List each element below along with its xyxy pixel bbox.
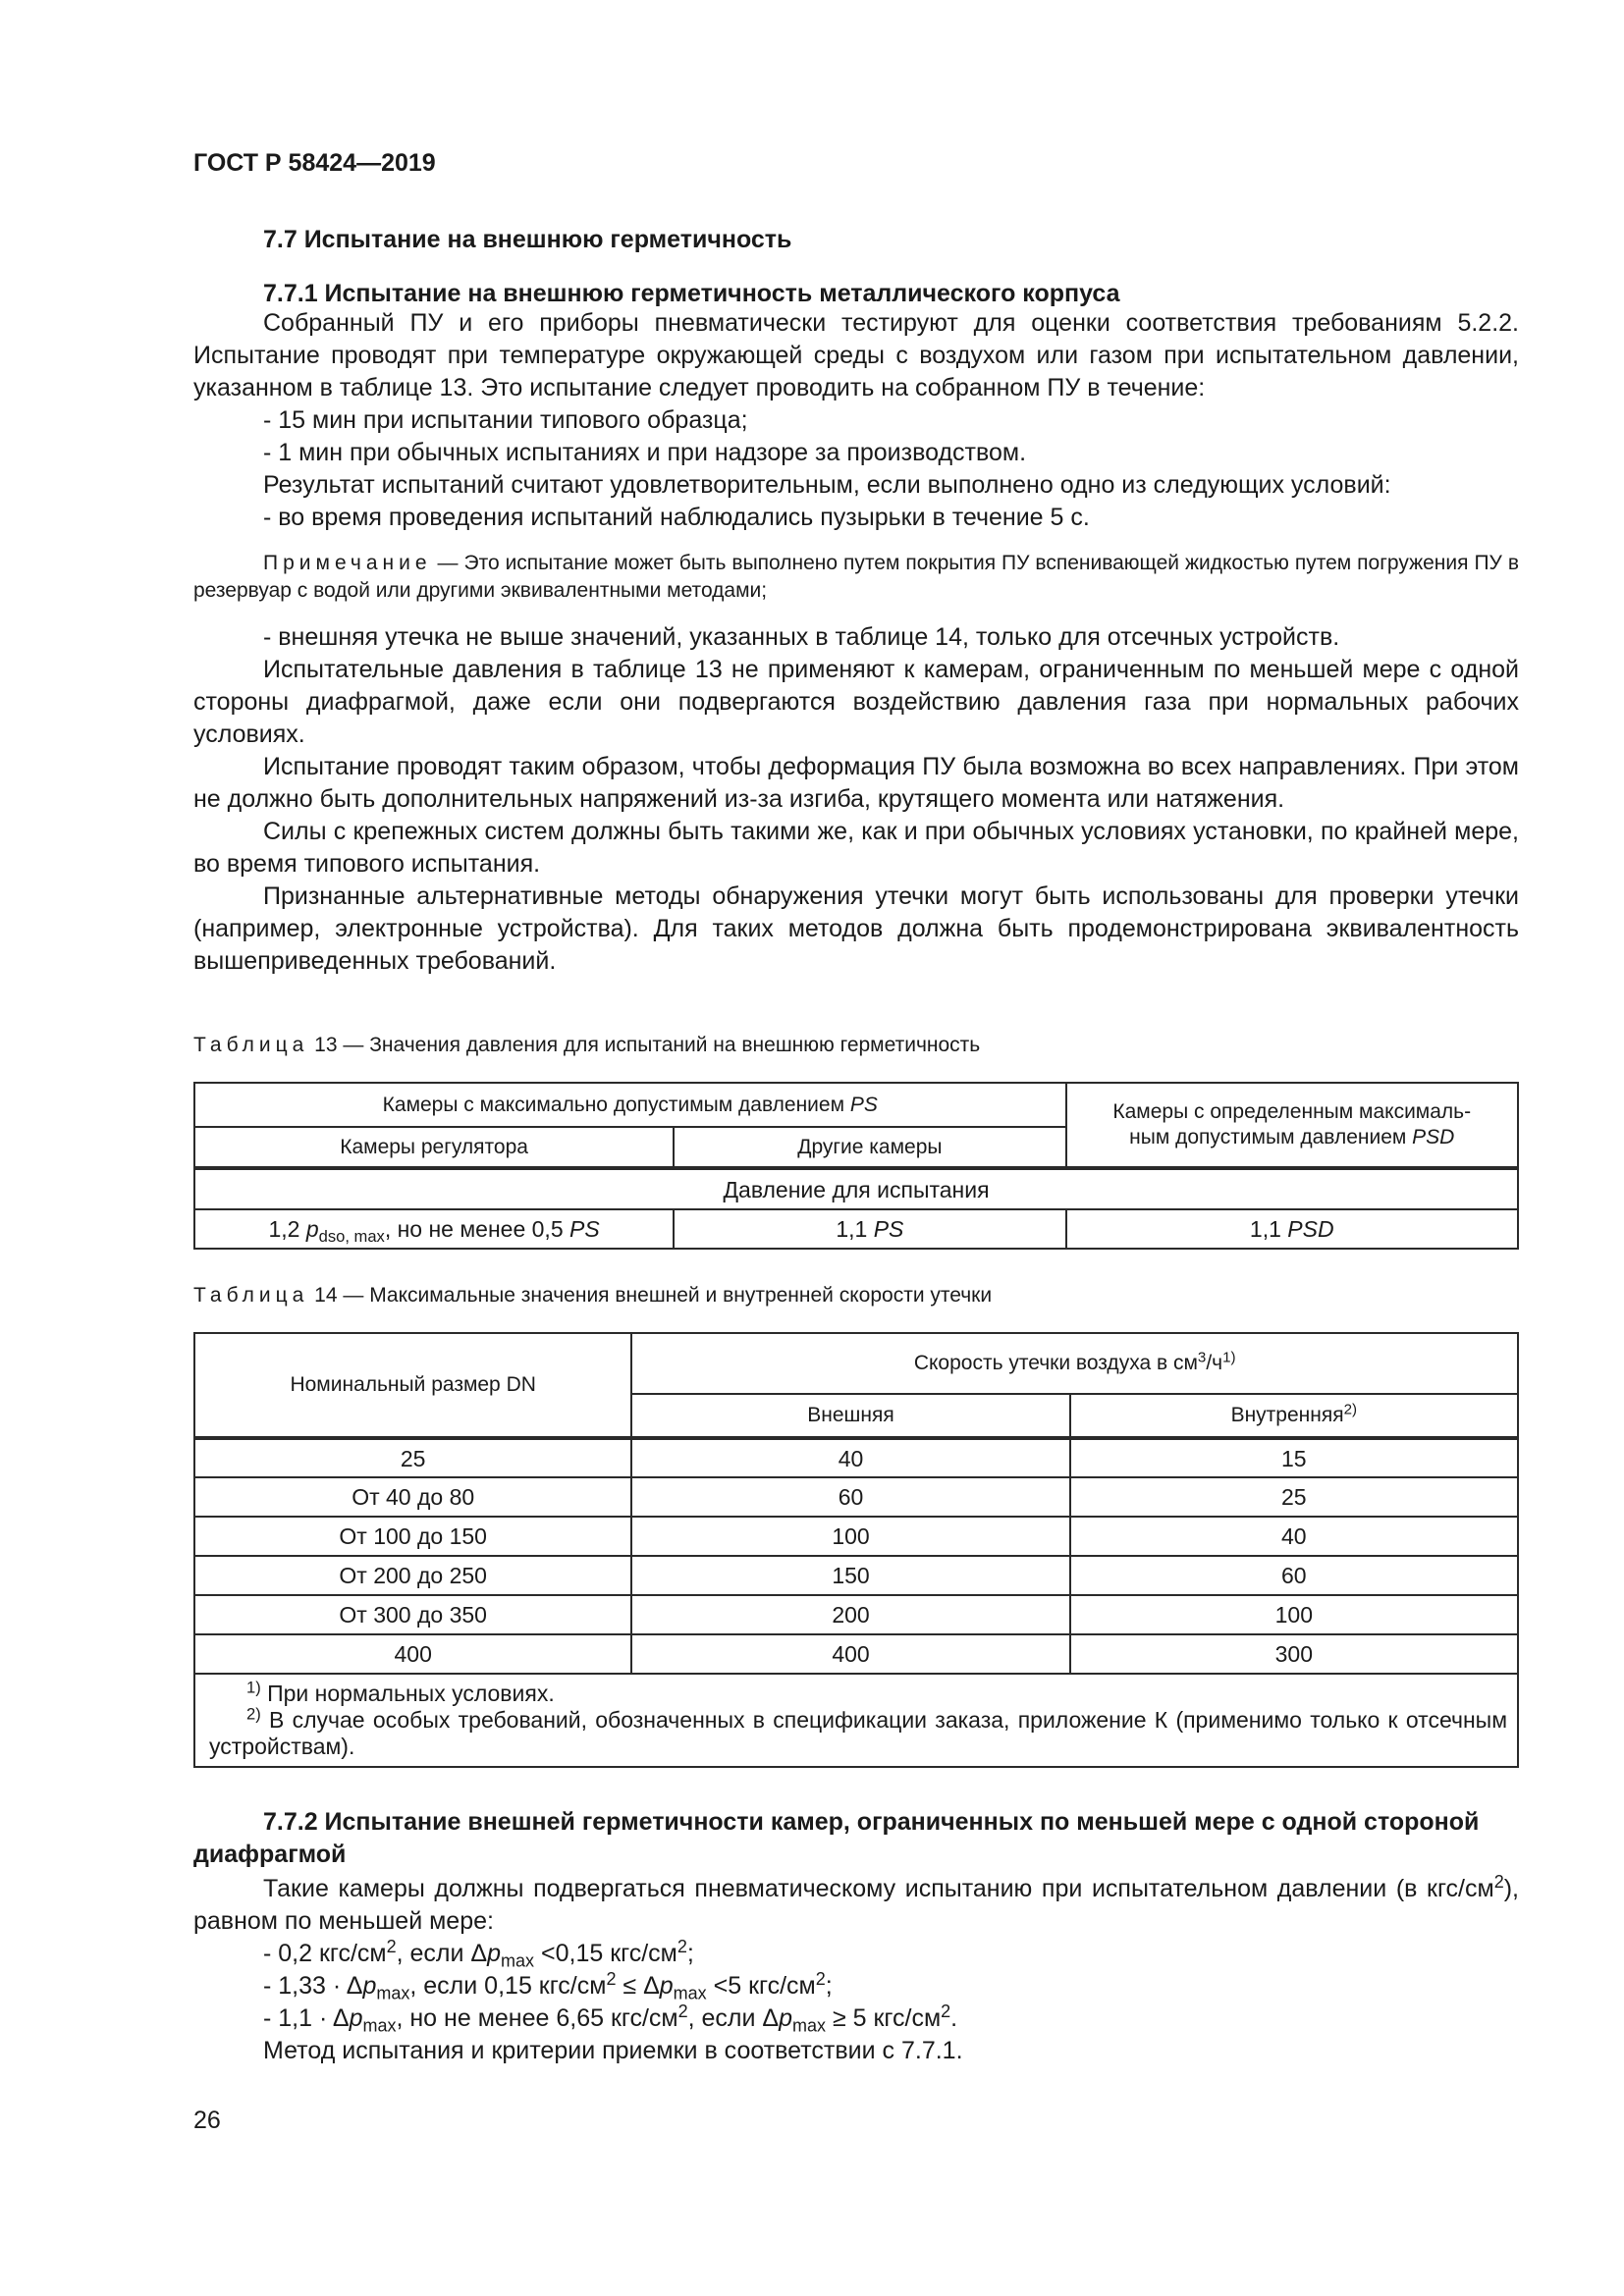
table-cell-dn: От 40 до 80 — [194, 1477, 631, 1517]
table-footnote-row — [194, 1674, 1518, 1767]
table-cell-int: 60 — [1070, 1556, 1518, 1595]
section-title-7-7: 7.7 Испытание на внешнюю герметичность — [263, 226, 792, 253]
section-7-7-2-body — [193, 1873, 1519, 2067]
header-cell-external: Внешняя — [631, 1394, 1069, 1438]
table-cell-ext: 40 — [631, 1438, 1069, 1477]
table-cell-ext: 150 — [631, 1556, 1069, 1595]
table-cell-int: 15 — [1070, 1438, 1518, 1477]
paragraph: Такие камеры должны подвергаться пневматическому испытанию при испытательном давлении (в кгс/$см^2$), равном по меньшей мере: — [193, 1872, 1519, 1935]
note-text: — Это испытание может быть выполнено путем покрытия ПУ вспенивающей жидкостью путем погружения ПУ в резервуар с водой или другими эквивалентными методами; — [193, 552, 1519, 602]
page-number: 26 — [193, 2107, 221, 2134]
table-14-body — [194, 1438, 1518, 1674]
table-row — [194, 1595, 1518, 1634]
header-cell-other: Другие камеры — [674, 1127, 1065, 1168]
list-item: - во время проведения испытаний наблюдались пузырьки в течение 5 с. — [263, 504, 1090, 531]
paragraph: Метод испытания и критерии приемки в соответствии с 7.7.1. — [263, 2037, 963, 2064]
table-cell-dn: 400 — [194, 1634, 631, 1674]
paragraph: Результат испытаний считают удовлетворительным, если выполнено одно из следующих условий: — [263, 471, 1391, 499]
table-row — [194, 1517, 1518, 1556]
table-cell-dn: От 300 до 350 — [194, 1595, 631, 1634]
table-14 — [193, 1332, 1519, 1768]
subheader-cell: Давление для испытания — [194, 1168, 1518, 1209]
table-cell: 1,2 $p_{dso, max}$, но не менее 0,5 PS — [194, 1209, 674, 1249]
list-item: - $1,1 \cdot \Delta p_{max}$, но не менее 6,65 кгс/$см^2$, если $\Delta p_{max} \ge 5$ кгс/$см^2$. — [263, 2002, 958, 2036]
section-7-7-1-body — [193, 307, 1519, 534]
table-13 — [193, 1082, 1519, 1250]
table-cell-int: 100 — [1070, 1595, 1518, 1634]
paragraph: Испытательные давления в таблице 13 не применяют к камерам, ограниченным по меньшей мере с одной стороны диафрагмой, даже если они подвергаются воздействию давления газа при нормальных рабочих условиях. — [193, 656, 1519, 748]
paragraph: Собранный ПУ и его приборы пневматически тестируют для оценки соответствия требованиям 5.2.2. Испытание проводят при температуре окружающей среды с воздухом или газом при испытательном давлении, указанном в таблице 13. Это испытание следует проводить на собранном ПУ в течение: — [193, 309, 1519, 401]
table-cell-ext: 100 — [631, 1517, 1069, 1556]
header-cell-psd: Камеры с определенным максималь-ным допустимым давлением PSD — [1066, 1083, 1518, 1168]
paragraph: Испытание проводят таким образом, чтобы деформация ПУ была возможна во всех направлениях. При этом не должно быть дополнительных напряжений из-за изгиба, крутящего момента или натяжения. — [193, 753, 1519, 813]
section-7-7-1-body-continued — [193, 621, 1519, 978]
table-subheader-row — [194, 1168, 1518, 1209]
table-footnotes — [194, 1674, 1518, 1767]
table-cell-dn: От 200 до 250 — [194, 1556, 631, 1595]
table-row — [194, 1634, 1518, 1674]
table-header-row — [194, 1083, 1518, 1127]
table-cell-ext: 400 — [631, 1634, 1069, 1674]
table-cell-int: 40 — [1070, 1517, 1518, 1556]
header-cell-dn: Номинальный размер DN — [194, 1333, 631, 1438]
document-header: ГОСТ Р 58424—2019 — [193, 149, 436, 177]
table-14-caption — [193, 1279, 992, 1311]
table-cell: 1,1 PSD — [1066, 1209, 1518, 1249]
header-cell-regulator: Камеры регулятора — [194, 1127, 674, 1168]
list-item: - $1,33 \cdot \Delta p_{max}$, если 0,15 кгс/$см^2 \le \Delta p_{max} <5$ кгс/$см^2$; — [263, 1969, 833, 2003]
table-caption-text: 14 — Максимальные значения внешней и внутренней скорости утечки — [308, 1284, 993, 1307]
table-cell-ext: 200 — [631, 1595, 1069, 1634]
header-cell-internal: Внутренняя$^{2)}$ — [1070, 1394, 1518, 1438]
table-cell-int: 25 — [1070, 1477, 1518, 1517]
table-caption-label: Таблица — [193, 1034, 309, 1056]
list-item: - 0,2 кгс/$см^2$, если $\Delta p_{max} <0,15$ кгс/$см^2$; — [263, 1937, 694, 1971]
table-caption-label: Таблица — [193, 1284, 309, 1307]
table-row — [194, 1209, 1518, 1249]
table-header-row — [194, 1333, 1518, 1394]
paragraph: Признанные альтернативные методы обнаружения утечки могут быть использованы для проверки утечки (например, электронные устройства). Для таких методов должна быть продемонстрирована эквивалентность вышеприведенных требований. — [193, 882, 1519, 975]
footnote: $^{1)}$ При нормальных условиях. — [246, 1678, 555, 1706]
table-row — [194, 1556, 1518, 1595]
table-cell-int: 300 — [1070, 1634, 1518, 1674]
header-cell-ps: Камеры с максимально допустимым давлением PS — [194, 1083, 1066, 1127]
table-cell-dn: От 100 до 150 — [194, 1517, 631, 1556]
footnote: $^{2)}$ В случае особых требований, обозначенных в спецификации заказа, приложение К (применимо только к отсечным устройствам). — [209, 1704, 1507, 1759]
list-item: - 15 мин при испытании типового образца; — [263, 406, 748, 434]
table-cell-dn: 25 — [194, 1438, 631, 1477]
section-title-7-7-1: 7.7.1 Испытание на внешнюю герметичность металлического корпуса — [263, 280, 1120, 307]
table-row — [194, 1438, 1518, 1477]
note-label: Примечание — [263, 552, 432, 574]
table-13-caption — [193, 1029, 980, 1061]
header-cell-rate: Скорость утечки воздуха в $см^3/ч^{1)}$ — [631, 1333, 1518, 1394]
table-caption-text: 13 — Значения давления для испытаний на внешнюю герметичность — [308, 1034, 981, 1056]
note — [193, 550, 1519, 605]
paragraph: Силы с крепежных систем должны быть такими же, как и при обычных условиях установки, по крайней мере, во время типового испытания. — [193, 818, 1519, 878]
list-item: - внешняя утечка не выше значений, указанных в таблице 14, только для отсечных устройств. — [263, 623, 1340, 651]
table-cell-ext: 60 — [631, 1477, 1069, 1517]
table-cell: 1,1 PS — [674, 1209, 1065, 1249]
table-row — [194, 1477, 1518, 1517]
list-item: - 1 мин при обычных испытаниях и при надзоре за производством. — [263, 439, 1027, 466]
section-title-7-7-2: 7.7.2 Испытание внешней герметичности камер, ограниченных по меньшей мере с одной стороной диафрагмой — [193, 1808, 1480, 1868]
